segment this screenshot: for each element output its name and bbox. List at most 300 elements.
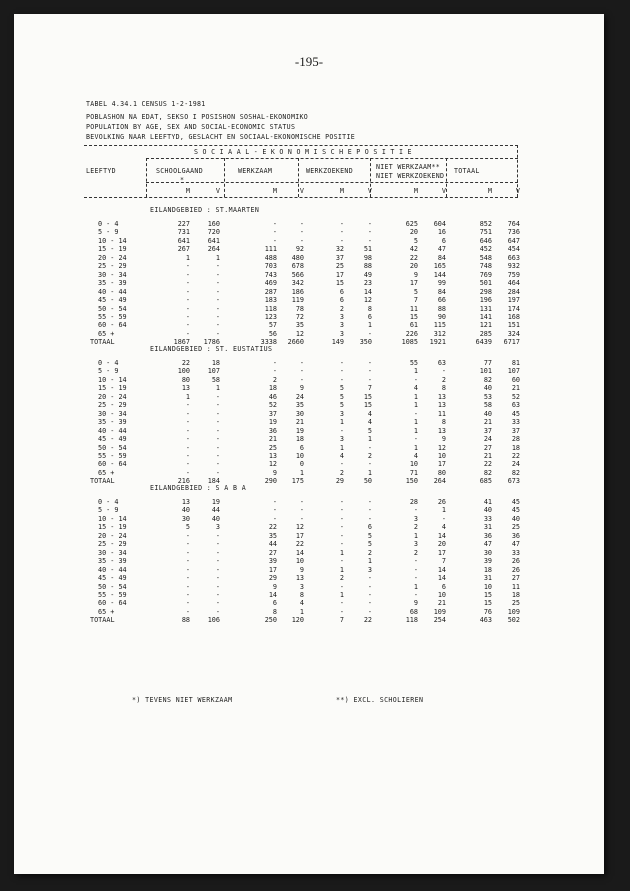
table-cell: 2 <box>413 523 418 532</box>
table-cell: 14 <box>437 531 446 540</box>
table-cell: 12 <box>295 523 304 532</box>
table-cell: 35 <box>295 321 304 330</box>
table-cell: - <box>185 270 190 279</box>
table-cell: 106 <box>207 616 220 625</box>
age-label: 55 - 59 <box>98 312 127 321</box>
table-cell: 21 <box>483 418 492 427</box>
table-cell: 42 <box>409 245 418 254</box>
table-cell: 36 <box>483 531 492 540</box>
sex-label-m: M <box>339 187 344 195</box>
table-cell: 22 <box>295 540 304 549</box>
table-cell: 4 <box>367 409 372 418</box>
table-cell: 5 <box>367 540 372 549</box>
table-cell: 99 <box>437 279 446 288</box>
table-cell: - <box>185 262 190 271</box>
table-cell: 13 <box>295 574 304 583</box>
table-cell: 82 <box>483 375 492 384</box>
table-cell: 20 <box>437 540 446 549</box>
age-label: 5 - 9 <box>98 228 119 237</box>
table-cell: 118 <box>405 616 418 625</box>
table-cell: 63 <box>511 401 520 410</box>
age-label: 25 - 29 <box>98 262 127 271</box>
table-cell: 743 <box>264 270 277 279</box>
table-cell: 8 <box>441 384 446 393</box>
header-divider <box>146 158 147 197</box>
table-cell: - <box>185 607 190 616</box>
table-cell: 82 <box>483 468 492 477</box>
table-cell: 9 <box>272 582 277 591</box>
table-cell: 47 <box>437 245 446 254</box>
table-cell: 37 <box>268 409 277 418</box>
table-cell: 18 <box>268 384 277 393</box>
table-cell: - <box>339 220 344 228</box>
table-cell: - <box>339 359 344 367</box>
table-cell: 49 <box>363 270 372 279</box>
age-label: 0 - 4 <box>98 220 119 228</box>
table-cell: 1 <box>413 392 418 401</box>
table-cell: 1 <box>367 321 372 330</box>
age-label: TOTAAL <box>90 616 115 625</box>
table-cell: - <box>185 540 190 549</box>
table-cell: 731 <box>177 228 190 237</box>
table-cell: - <box>185 582 190 591</box>
table-cell: - <box>367 582 372 591</box>
age-label: 20 - 24 <box>98 531 127 540</box>
table-cell: 646 <box>479 236 492 245</box>
table-cell: 56 <box>268 329 277 338</box>
table-cell: 1 <box>413 367 418 376</box>
col-header-niet-werkzoekend: NIET WERKZOEKEND <box>376 172 445 180</box>
table-cell: 678 <box>291 262 304 271</box>
table-cell: 52 <box>511 392 520 401</box>
table-cell: 40 <box>181 506 190 515</box>
table-cell: 25 <box>335 262 344 271</box>
table-cell: 17 <box>409 279 418 288</box>
table-cell: 13 <box>437 392 446 401</box>
age-label: 0 - 4 <box>98 359 119 367</box>
table-cell: 748 <box>479 262 492 271</box>
table-cell: 6 <box>339 296 344 305</box>
section-title: EILANDGEBIED : ST. EUSTATIUS <box>150 345 273 353</box>
table-cell: - <box>299 498 304 506</box>
table-cell: - <box>215 312 220 321</box>
age-label: 35 - 39 <box>98 418 127 427</box>
table-cell: - <box>441 514 446 523</box>
age-label: 10 - 14 <box>98 236 127 245</box>
age-label: TOTAAL <box>90 338 115 347</box>
table-cell: 312 <box>433 329 446 338</box>
table-cell: 88 <box>437 304 446 313</box>
table-cell: 9 <box>299 384 304 393</box>
table-cell: 84 <box>437 253 446 262</box>
table-cell: 1 <box>299 468 304 477</box>
table-cell: - <box>185 565 190 574</box>
table-cell: - <box>299 514 304 523</box>
table-cell: 18 <box>511 590 520 599</box>
table-cell: 77 <box>483 359 492 367</box>
table-cell: 17 <box>335 270 344 279</box>
table-cell: 100 <box>177 367 190 376</box>
table-cell: - <box>367 367 372 376</box>
table-cell: 663 <box>507 253 520 262</box>
table-cell: - <box>413 574 418 583</box>
table-cell: - <box>215 418 220 427</box>
table-cell: 17 <box>268 565 277 574</box>
age-label: 45 - 49 <box>98 574 127 583</box>
table-cell: - <box>339 426 344 435</box>
table-cell: 184 <box>207 477 220 486</box>
table-cell: - <box>299 506 304 515</box>
table-cell: 24 <box>295 392 304 401</box>
table-cell: 3 <box>339 321 344 330</box>
table-cell: 9 <box>272 468 277 477</box>
sex-label-v: V <box>367 187 372 195</box>
table-cell: - <box>367 329 372 338</box>
table-cell: 4 <box>441 523 446 532</box>
table-cell: 1 <box>441 506 446 515</box>
table-cell: 5 <box>339 401 344 410</box>
table-cell: 68 <box>409 607 418 616</box>
table-cell: 604 <box>433 220 446 228</box>
table-cell: 10 <box>437 451 446 460</box>
header-divider <box>446 158 447 197</box>
table-cell: 502 <box>507 616 520 625</box>
table-cell: 1 <box>299 607 304 616</box>
table-cell: 13 <box>181 384 190 393</box>
table-cell: 47 <box>483 540 492 549</box>
table-cell: - <box>367 220 372 228</box>
table-cell: 40 <box>211 514 220 523</box>
table-cell: - <box>339 607 344 616</box>
table-cell: 932 <box>507 262 520 271</box>
table-cell: 2 <box>441 375 446 384</box>
table-cell: 488 <box>264 253 277 262</box>
age-label: 65 + <box>98 329 115 338</box>
title-english: POPULATION BY AGE, SEX AND SOCIAL-ECONOMIC STATUS <box>86 123 296 131</box>
table-cell: 8 <box>441 418 446 427</box>
table-cell: - <box>413 565 418 574</box>
table-cell: 350 <box>359 338 372 347</box>
table-cell: - <box>185 418 190 427</box>
header-rule-bottom <box>84 197 518 198</box>
table-cell: 35 <box>268 531 277 540</box>
sex-label-m: M <box>487 187 492 195</box>
table-cell: 15 <box>409 312 418 321</box>
table-cell: 1 <box>339 443 344 452</box>
table-cell: 267 <box>177 245 190 254</box>
table-cell: 27 <box>483 443 492 452</box>
age-label: 10 - 14 <box>98 514 127 523</box>
table-cell: 30 <box>295 409 304 418</box>
table-cell: 51 <box>363 245 372 254</box>
table-cell: 16 <box>437 228 446 237</box>
table-cell: 0 <box>299 460 304 469</box>
page-number: -195- <box>294 54 324 69</box>
table-cell: 6 <box>367 312 372 321</box>
table-cell: 33 <box>511 548 520 557</box>
table-cell: 19 <box>211 498 220 506</box>
table-cell: 72 <box>295 312 304 321</box>
table-cell: - <box>339 460 344 469</box>
table-cell: 11 <box>409 304 418 313</box>
table-cell: - <box>215 279 220 288</box>
table-cell: 14 <box>437 574 446 583</box>
table-cell: 115 <box>433 321 446 330</box>
table-cell: 12 <box>268 460 277 469</box>
table-cell: 58 <box>483 401 492 410</box>
table-cell: 40 <box>483 506 492 515</box>
table-cell: - <box>185 574 190 583</box>
age-label: 30 - 34 <box>98 548 127 557</box>
table-cell: - <box>272 220 277 228</box>
table-cell: - <box>367 228 372 237</box>
table-cell: 3338 <box>260 338 277 347</box>
table-cell: 6 <box>441 236 446 245</box>
table-cell: 149 <box>331 338 344 347</box>
age-label: 20 - 24 <box>98 392 127 401</box>
table-cell: 174 <box>507 304 520 313</box>
table-cell: 19 <box>295 426 304 435</box>
table-cell: 19 <box>268 418 277 427</box>
header-divider <box>224 158 225 197</box>
table-cell: - <box>185 590 190 599</box>
table-cell: 4 <box>299 599 304 608</box>
table-cell: 18 <box>295 435 304 444</box>
table-cell: - <box>185 312 190 321</box>
table-cell: 2 <box>367 548 372 557</box>
table-cell: 24 <box>483 435 492 444</box>
table-cell: - <box>339 582 344 591</box>
table-cell: 5 <box>413 236 418 245</box>
table-cell: 759 <box>507 270 520 279</box>
table-cell: - <box>272 228 277 237</box>
table-cell: - <box>413 435 418 444</box>
table-cell: 3 <box>339 312 344 321</box>
table-cell: 1 <box>339 590 344 599</box>
table-cell: 11 <box>511 582 520 591</box>
table-cell: - <box>185 548 190 557</box>
sex-label-m: M <box>413 187 418 195</box>
table-cell: - <box>339 236 344 245</box>
table-cell: - <box>215 409 220 418</box>
table-cell: - <box>215 426 220 435</box>
table-cell: 2660 <box>287 338 304 347</box>
table-cell: 41 <box>483 498 492 506</box>
table-cell: - <box>367 514 372 523</box>
table-cell: 4 <box>413 384 418 393</box>
table-cell: 120 <box>291 616 304 625</box>
table-cell: 141 <box>479 312 492 321</box>
age-label: 30 - 34 <box>98 270 127 279</box>
table-cell: 1 <box>339 418 344 427</box>
table-cell: - <box>185 426 190 435</box>
table-cell: - <box>215 443 220 452</box>
table-cell: 63 <box>437 359 446 367</box>
table-cell: 121 <box>479 321 492 330</box>
table-cell: 1 <box>413 418 418 427</box>
table-cell: 6 <box>441 582 446 591</box>
table-cell: 2 <box>272 375 277 384</box>
col-header-leeftyd: LEEFTYD <box>86 167 116 175</box>
table-cell: 15 <box>363 392 372 401</box>
table-cell: - <box>367 236 372 245</box>
table-cell: 454 <box>507 245 520 254</box>
table-cell: 25 <box>511 599 520 608</box>
table-cell: 3 <box>367 565 372 574</box>
table-cell: - <box>185 321 190 330</box>
table-cell: - <box>339 506 344 515</box>
table-cell: 21 <box>268 435 277 444</box>
table-cell: 6 <box>299 443 304 452</box>
table-cell: - <box>185 401 190 410</box>
table-cell: 46 <box>268 392 277 401</box>
table-cell: - <box>215 531 220 540</box>
header-rule-sub <box>146 182 518 183</box>
table-cell: 50 <box>363 477 372 486</box>
table-cell: 641 <box>177 236 190 245</box>
age-label: 15 - 19 <box>98 523 127 532</box>
table-cell: 1 <box>367 468 372 477</box>
footnote-left: *) TEVENS NIET WERKZAAM <box>132 696 233 704</box>
table-cell: 22 <box>483 460 492 469</box>
table-cell: 36 <box>511 531 520 540</box>
age-label: 60 - 64 <box>98 460 127 469</box>
table-cell: - <box>272 498 277 506</box>
table-cell: 625 <box>405 220 418 228</box>
table-cell: 452 <box>479 245 492 254</box>
table-cell: - <box>339 599 344 608</box>
table-cell: 47 <box>511 540 520 549</box>
table-cell: 14 <box>295 548 304 557</box>
table-cell: 3 <box>413 514 418 523</box>
table-cell: 22 <box>409 253 418 262</box>
table-cell: 80 <box>437 468 446 477</box>
table-cell: 131 <box>479 304 492 313</box>
table-cell: - <box>367 443 372 452</box>
table-cell: - <box>413 557 418 566</box>
col-header-werkzaam: WERKZAAM <box>238 167 273 175</box>
table-cell: 45 <box>511 409 520 418</box>
age-label: 45 - 49 <box>98 435 127 444</box>
table-cell: - <box>339 498 344 506</box>
table-cell: 3 <box>339 435 344 444</box>
age-label: 10 - 14 <box>98 375 127 384</box>
table-cell: - <box>215 582 220 591</box>
table-cell: - <box>367 574 372 583</box>
table-cell: - <box>299 375 304 384</box>
super-header: S O C I A A L - E K O N O M I S C H E P O S I T I E <box>194 148 412 156</box>
table-cell: 1 <box>215 253 220 262</box>
table-cell: 107 <box>207 367 220 376</box>
age-label: 25 - 29 <box>98 540 127 549</box>
table-cell: 196 <box>479 296 492 305</box>
table-cell: 27 <box>268 548 277 557</box>
table-cell: - <box>185 468 190 477</box>
table-cell: - <box>215 468 220 477</box>
table-cell: - <box>185 451 190 460</box>
table-cell: 119 <box>291 296 304 305</box>
table-cell: 18 <box>483 565 492 574</box>
table-cell: 3 <box>215 523 220 532</box>
table-cell: 1 <box>367 557 372 566</box>
table-cell: 12 <box>295 329 304 338</box>
table-cell: 8 <box>299 590 304 599</box>
table-cell: 39 <box>268 557 277 566</box>
table-cell: 5 <box>367 426 372 435</box>
table-cell: - <box>215 287 220 296</box>
table-cell: 27 <box>511 574 520 583</box>
table-cell: - <box>215 590 220 599</box>
table-cell: 4 <box>339 451 344 460</box>
table-cell: 33 <box>511 418 520 427</box>
table-cell: 12 <box>363 296 372 305</box>
table-cell: 21 <box>295 418 304 427</box>
table-cell: 548 <box>479 253 492 262</box>
table-cell: 21 <box>437 599 446 608</box>
table-cell: - <box>367 359 372 367</box>
table-cell: 11 <box>437 409 446 418</box>
table-cell: - <box>299 359 304 367</box>
table-cell: - <box>185 557 190 566</box>
table-cell: - <box>215 435 220 444</box>
table-cell: 22 <box>268 523 277 532</box>
table-cell: 6 <box>367 523 372 532</box>
table-cell: 35 <box>295 401 304 410</box>
table-cell: - <box>339 375 344 384</box>
table-cell: 6717 <box>503 338 520 347</box>
table-cell: 5 <box>185 523 190 532</box>
table-cell: - <box>339 531 344 540</box>
table-cell: 40 <box>483 409 492 418</box>
table-cell: 6439 <box>475 338 492 347</box>
age-label: 20 - 24 <box>98 253 127 262</box>
table-cell: 4 <box>413 451 418 460</box>
table-cell: - <box>215 451 220 460</box>
table-cell: - <box>367 375 372 384</box>
table-cell: - <box>185 531 190 540</box>
table-cell: 29 <box>268 574 277 583</box>
age-label: 5 - 9 <box>98 367 119 376</box>
table-cell: 566 <box>291 270 304 279</box>
table-cell: 3 <box>299 582 304 591</box>
table-cell: 1 <box>413 582 418 591</box>
table-cell: - <box>185 409 190 418</box>
table-cell: - <box>367 590 372 599</box>
table-cell: 29 <box>335 477 344 486</box>
table-cell: 20 <box>409 228 418 237</box>
table-cell: 28 <box>511 435 520 444</box>
table-cell: 26 <box>511 565 520 574</box>
table-cell: - <box>185 460 190 469</box>
table-cell: 88 <box>181 616 190 625</box>
table-cell: 1 <box>185 253 190 262</box>
age-label: 30 - 34 <box>98 409 127 418</box>
table-cell: 13 <box>268 451 277 460</box>
table-cell: 80 <box>181 375 190 384</box>
table-cell: 32 <box>335 245 344 254</box>
table-cell: 17 <box>437 548 446 557</box>
table-cell: 55 <box>409 359 418 367</box>
table-cell: 22 <box>511 451 520 460</box>
sex-label-m: M <box>272 187 277 195</box>
age-label: 15 - 19 <box>98 245 127 254</box>
table-cell: - <box>215 392 220 401</box>
table-cell: 7 <box>339 616 344 625</box>
age-label: TOTAAL <box>90 477 115 486</box>
table-cell: 53 <box>483 392 492 401</box>
age-label: 50 - 54 <box>98 582 127 591</box>
table-cell: - <box>215 548 220 557</box>
